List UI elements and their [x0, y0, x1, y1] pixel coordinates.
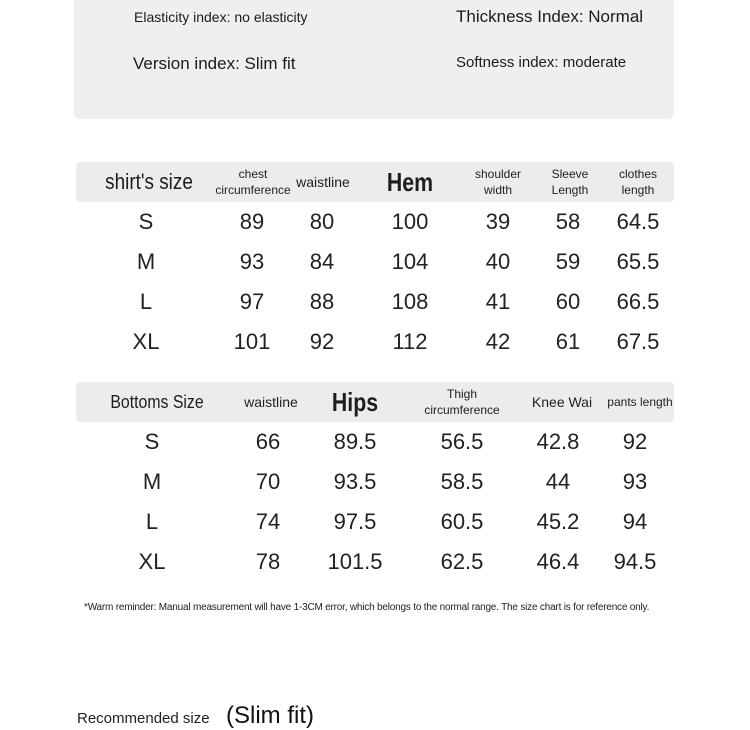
shirt-cell-size: XL — [132, 329, 160, 354]
shirt-header-waistline: waistline — [296, 174, 350, 190]
bottoms-cell-waistline: 66 — [255, 429, 281, 454]
recommended-size-label: Recommended size — [77, 710, 210, 727]
shirt-cell-chest: 89 — [239, 209, 265, 234]
shirt-cell-hem: 104 — [391, 249, 429, 274]
bottoms-cell-waistline: 78 — [255, 549, 281, 574]
bottoms-cell-hips: 89.5 — [333, 429, 377, 454]
fabric-index-panel — [74, 0, 674, 119]
shirt-cell-chest: 97 — [239, 289, 265, 314]
shirt-header-chest: chest circumference — [215, 167, 291, 197]
table-row — [76, 202, 674, 242]
shirt-cell-shoulder: 42 — [485, 329, 511, 354]
thickness-index: Thickness Index: Normal — [456, 7, 644, 26]
shirt-cell-size: S — [138, 209, 154, 234]
bottoms-header-waistline: waistline — [244, 394, 298, 410]
shirt-cell-waistline: 92 — [309, 329, 335, 354]
shirt-cell-clothes-length: 65.5 — [616, 249, 660, 274]
shirt-cell-waistline: 80 — [309, 209, 335, 234]
bottoms-cell-waistline: 74 — [255, 509, 281, 534]
shirt-size-table — [76, 162, 674, 362]
bottoms-cell-waistline: 70 — [255, 469, 281, 494]
bottoms-cell-pants-length: 92 — [622, 429, 648, 454]
shirt-header-hem: Hem — [386, 167, 434, 197]
shirt-cell-sleeve: 61 — [555, 329, 581, 354]
table-row — [76, 322, 674, 362]
elasticity-index: Elasticity index: no elasticity — [134, 9, 308, 25]
shirt-cell-hem: 112 — [392, 329, 428, 354]
table-row — [76, 242, 674, 282]
shirt-cell-shoulder: 40 — [485, 249, 511, 274]
bottoms-cell-thigh: 56.5 — [440, 429, 484, 454]
shirt-cell-sleeve: 60 — [555, 289, 581, 314]
shirt-table-header — [76, 162, 674, 202]
bottoms-cell-hips: 93.5 — [333, 469, 377, 494]
recommended-size-value: (Slim fit) — [226, 702, 314, 729]
bottoms-header-pants-length: pants length — [607, 395, 673, 409]
bottoms-cell-thigh: 60.5 — [440, 509, 484, 534]
shirt-cell-hem: 100 — [391, 209, 429, 234]
table-row — [76, 542, 674, 582]
bottoms-cell-pants-length: 94.5 — [613, 549, 657, 574]
bottoms-cell-knee: 44 — [545, 469, 571, 494]
shirt-cell-sleeve: 58 — [555, 209, 581, 234]
bottoms-header-hips: Hips — [331, 387, 379, 417]
shirt-cell-size: L — [139, 289, 153, 314]
shirt-cell-shoulder: 41 — [485, 289, 511, 314]
table-row — [76, 422, 674, 462]
shirt-cell-chest: 93 — [239, 249, 265, 274]
bottoms-table-header — [76, 382, 674, 422]
bottoms-cell-thigh: 58.5 — [440, 469, 484, 494]
shirt-header-size: shirt's size — [105, 169, 193, 194]
table-row — [76, 462, 674, 502]
shirt-cell-sleeve: 59 — [555, 249, 581, 274]
bottoms-cell-size: S — [144, 429, 160, 454]
bottoms-header-thigh: Thigh circumference — [424, 387, 500, 417]
bottoms-cell-hips: 97.5 — [333, 509, 377, 534]
table-row — [76, 502, 674, 542]
softness-index: Softness index: moderate — [456, 54, 627, 71]
shirt-header-clothes-length: clothes length — [618, 167, 658, 197]
bottoms-cell-size: M — [142, 469, 162, 494]
bottoms-cell-pants-length: 93 — [622, 469, 648, 494]
bottoms-cell-knee: 46.4 — [536, 549, 580, 574]
shirt-cell-size: M — [136, 249, 156, 274]
bottoms-cell-size: XL — [138, 549, 166, 574]
version-index: Version index: Slim fit — [133, 54, 296, 73]
bottoms-header-size: Bottoms Size — [110, 392, 204, 412]
shirt-cell-clothes-length: 67.5 — [616, 329, 660, 354]
measurement-note: *Warm reminder: Manual measurement will have 1-3CM error, which belongs to the normal range. The size chart is for reference only. — [84, 602, 650, 613]
shirt-header-shoulder: shoulder width — [474, 167, 522, 197]
shirt-header-sleeve: Sleeve Length — [551, 167, 589, 197]
shirt-cell-waistline: 88 — [309, 289, 335, 314]
shirt-cell-waistline: 84 — [309, 249, 335, 274]
shirt-cell-clothes-length: 66.5 — [616, 289, 660, 314]
bottoms-cell-pants-length: 94 — [622, 509, 648, 534]
bottoms-size-table — [76, 382, 674, 582]
bottoms-cell-knee: 42.8 — [536, 429, 580, 454]
bottoms-cell-knee: 45.2 — [536, 509, 580, 534]
table-row — [76, 282, 674, 322]
bottoms-header-knee: Knee Wai — [531, 394, 593, 410]
shirt-cell-hem: 108 — [391, 289, 429, 314]
bottoms-cell-size: L — [145, 509, 159, 534]
shirt-cell-clothes-length: 64.5 — [616, 209, 660, 234]
bottoms-cell-thigh: 62.5 — [440, 549, 484, 574]
shirt-cell-shoulder: 39 — [485, 209, 511, 234]
shirt-cell-chest: 101 — [233, 329, 271, 354]
bottoms-cell-hips: 101.5 — [327, 549, 383, 574]
